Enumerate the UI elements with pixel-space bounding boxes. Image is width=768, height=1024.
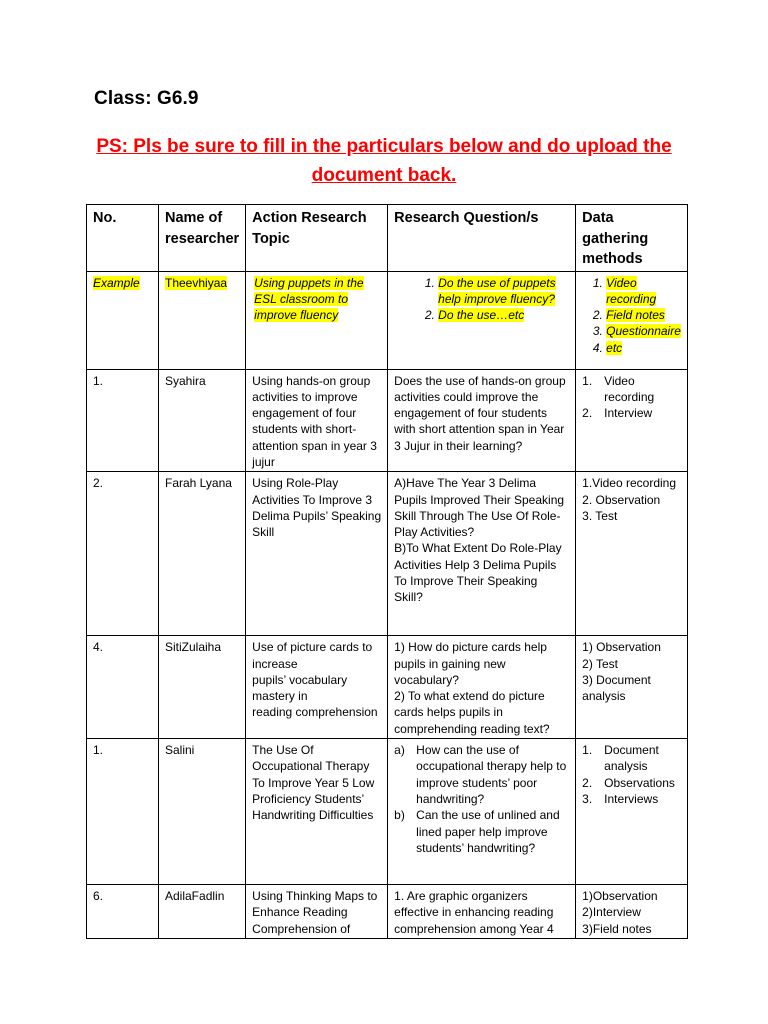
research-table: [86, 204, 688, 939]
row-no: 2.: [87, 472, 159, 636]
row-methods: 1.Video recording 2. Observation 3. Test: [576, 472, 688, 636]
row-no: 1.: [87, 739, 159, 885]
row-questions: A)Have The Year 3 Delima Pupils Improved Their Speaking Skill Through The Use Of Role-Play Activities? B)To What Extent Do Role-Play Activities Help 3 Delima Pupils To Improve Their Speaking Skill?: [388, 472, 576, 636]
row-name: SitiZulaiha: [159, 636, 246, 739]
row-methods: 1) Observation 2) Test 3) Document analysis: [576, 636, 688, 739]
class-title: Class: G6.9: [94, 88, 199, 109]
row-questions: 1. Are graphic organizers effective in enhancing reading comprehension among Year 4: [388, 885, 576, 939]
table-row: [87, 739, 688, 885]
example-name-text: Theevhiyaa: [165, 275, 228, 290]
list-item: 1. Video recording: [582, 373, 655, 404]
list-item: 1. Document analysis: [582, 743, 659, 774]
row-topic: Using hands-on group activities to improve engagement of four students with short-attention span in year 3 jujur: [246, 369, 388, 472]
row-name: Salini: [159, 739, 246, 885]
example-topic-text: Using puppets in the ESL classroom to improve fluency: [254, 275, 364, 323]
row-methods: [576, 739, 688, 885]
header-name: Name of researcher: [159, 205, 246, 272]
table-row: [87, 472, 688, 636]
list-item: b) Can the use of unlined and lined paper help improve students’ handwriting?: [394, 808, 560, 855]
row-questions: 1) How do picture cards help pupils in gaining new vocabulary? 2) To what extend do picture cards helps pupils in comprehending reading text?: [388, 636, 576, 739]
example-questions: [388, 271, 576, 369]
example-topic: [246, 271, 388, 369]
row-name: Farah Lyana: [159, 472, 246, 636]
row-topic: Use of picture cards to increase pupils’ vocabulary mastery in reading comprehension: [246, 636, 388, 739]
row-topic: Using Role-Play Activities To Improve 3 Delima Pupils’ Speaking Skill: [246, 472, 388, 636]
header-methods: Data gathering methods: [576, 205, 688, 272]
row-no: 6.: [87, 885, 159, 939]
header-topic: Action Research Topic: [246, 205, 388, 272]
example-row: [87, 271, 688, 369]
table-row: [87, 369, 688, 472]
list-item: 4. etc: [606, 340, 681, 356]
example-no: [87, 271, 159, 369]
list-item: 2. Interview: [582, 406, 653, 421]
header-questions: Research Question/s: [388, 205, 576, 272]
row-methods: [576, 369, 688, 472]
row-methods: 1)Observation 2)Interview 3)Field notes: [576, 885, 688, 939]
row-questions: Does the use of hands-on group activities could improve the engagement of four students with short attention span in Year 3 Jujur in their learning?: [388, 369, 576, 472]
table-header-row: [87, 205, 688, 272]
table-row: [87, 885, 688, 939]
list-item: a) How can the use of occupational therapy help to improve students’ poor handwriting?: [394, 743, 567, 806]
row-name: AdilaFadlin: [159, 885, 246, 939]
list-item: 1. Video recording: [606, 275, 681, 308]
list-item: 3. Interviews: [582, 791, 659, 806]
example-name: [159, 271, 246, 369]
row-name: Syahira: [159, 369, 246, 472]
row-topic: The Use Of Occupational Therapy To Improve Year 5 Low Proficiency Students’ Handwriting Difficulties: [246, 739, 388, 885]
list-item: 2. Observations: [582, 775, 675, 790]
row-topic: Using Thinking Maps to Enhance Reading Comprehension of: [246, 885, 388, 939]
header-no: No.: [87, 205, 159, 272]
row-no: 4.: [87, 636, 159, 739]
list-item: 3. Questionnaire: [606, 323, 681, 339]
list-item: 1. Do the use of puppets help improve fluency?: [438, 275, 569, 308]
row-questions: [388, 739, 576, 885]
list-item: 2. Field notes: [606, 307, 681, 323]
example-methods: [576, 271, 688, 369]
list-item: 2. Do the use…etc: [438, 307, 569, 323]
example-no-text: Example: [93, 275, 140, 290]
row-no: 1.: [87, 369, 159, 472]
ps-instruction-note: PS: Pls be sure to fill in the particulars below and do upload the document back.: [96, 136, 672, 186]
table-row: [87, 636, 688, 739]
